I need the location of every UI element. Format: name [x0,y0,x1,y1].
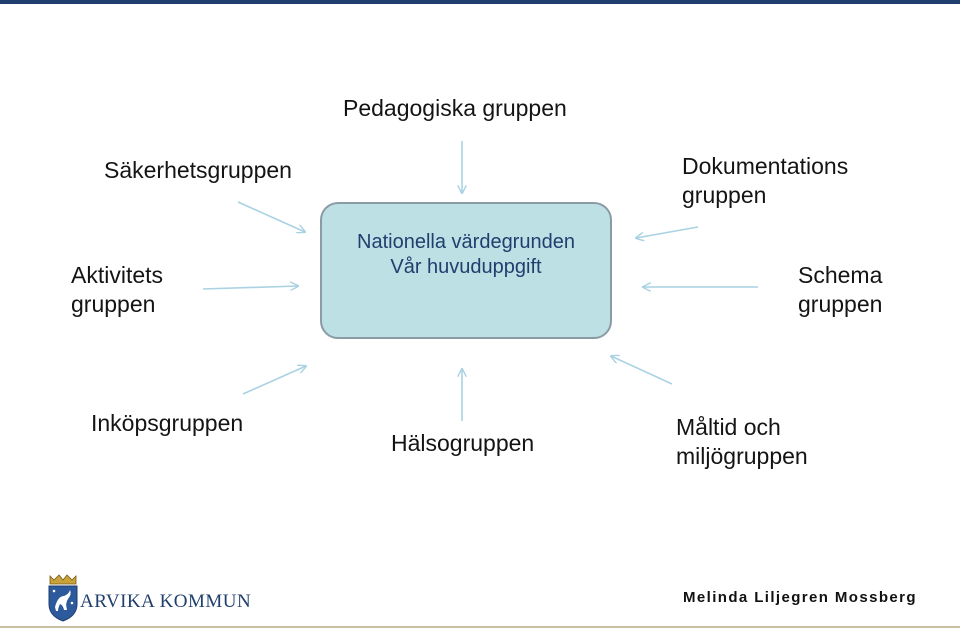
group-aktivitet [71,261,163,319]
center-line-2: Vår huvuduppgift [390,255,542,278]
coat-of-arms-icon [46,574,80,622]
arrow-inkop [243,366,306,394]
group-schema [798,261,882,319]
bottom-divider [0,626,960,628]
arrow-aktivitet [203,286,298,289]
logo-text: ARVIKA KOMMUN [80,591,252,612]
center-box [320,202,612,339]
group-dokumentation [682,152,848,210]
group-dokumentation-line-1: Dokumentations [682,153,849,179]
group-halso: Hälsogruppen [391,430,535,456]
arrow-dokumentation [636,227,698,238]
group-inkop: Inköpsgruppen [91,410,244,436]
group-schema-line-1: Schema [798,262,883,288]
group-sakerhet: Säkerhetsgruppen [104,157,292,183]
group-dokumentation-line-2: gruppen [682,182,767,208]
group-maltid [676,413,808,471]
group-maltid-line-2: miljögruppen [676,443,808,469]
arrow-sakerhet [238,202,305,232]
arrow-maltid [611,356,672,384]
group-aktivitet-line-1: Aktivitets [71,262,164,288]
group-aktivitet-line-2: gruppen [71,291,156,317]
group-maltid-line-1: Måltid och [676,414,781,440]
group-schema-line-2: gruppen [798,291,883,317]
group-pedagogiska: Pedagogiska gruppen [343,95,567,121]
author-name: Melinda Liljegren Mossberg [683,589,917,606]
center-line-1: Nationella värdegrunden [357,230,575,253]
